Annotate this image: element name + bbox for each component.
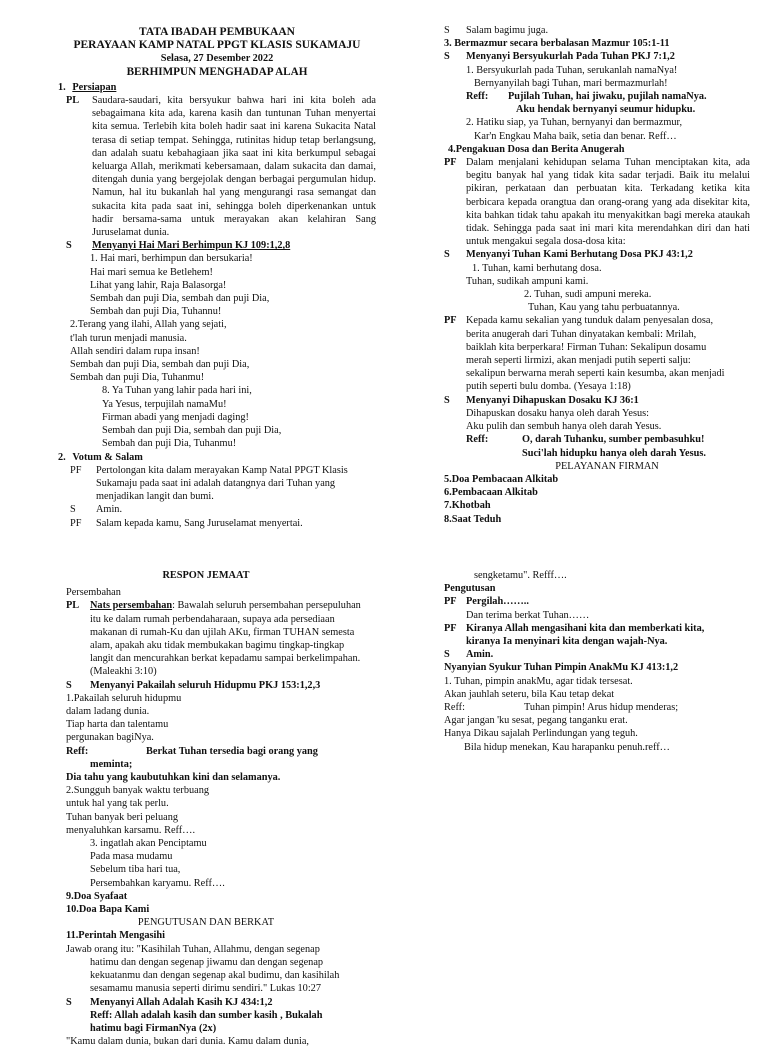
lyric-line: Tuhan banyak beri peluang [66, 811, 179, 823]
song-verse-1 [444, 64, 750, 90]
list-item: 5.Doa Pembacaan Alkitab [444, 473, 559, 485]
pf-row [444, 595, 750, 608]
subtitle: PERAYAAN KAMP NATAL PPGT KLASIS SUKAMAJU [73, 39, 361, 52]
list-item: 6.Pembacaan Alkitab [444, 487, 538, 499]
speaker-tag: S [444, 394, 450, 406]
text-line: Jawab orang itu: "Kasihilah Tuhan, Allahmu, dengan segenap [66, 943, 320, 955]
lyric-line: Sembah dan puji Dia, sembah dan puji Dia, [90, 293, 270, 305]
leader-block [66, 94, 376, 239]
speaker-tag: PF [444, 315, 457, 327]
lyric-line: Persembahkan karyamu. Reff…. [90, 877, 225, 889]
song-title-row [444, 50, 750, 63]
song-title: Menyanyi Hai Mari Berhimpun KJ 109:1,2,8 [92, 240, 291, 252]
absolution-line: berita anugerah dari Tuhan dinyatakan kembali: Mrilah, [466, 328, 697, 340]
section-4: 4.Pengakuan Dosa dan Berita Anugerah [448, 143, 625, 155]
section-votum [58, 451, 376, 464]
song-verse-2 [66, 784, 366, 837]
song-title-row [66, 996, 366, 1009]
lyric-line: Lihat yang lahir, Raja Balasorga! [90, 279, 227, 291]
lyric-line: "Kamu dalam dunia, bukan dari dunia. Kamu dalam dunia, [66, 1036, 309, 1048]
speaker-tag: S [70, 504, 76, 516]
lyric-line: Pada masa mudamu [90, 851, 173, 863]
speaker-tag: S [444, 249, 450, 261]
lyric-line: Sembah dan puji Dia, sembah dan puji Dia, [102, 425, 282, 437]
lyric-line: Tuhan, sudikah ampuni kami. [466, 275, 589, 287]
song-title-row [444, 394, 750, 407]
lyric-line: Sembah dan puji Dia, sembah dan puji Dia, [70, 359, 250, 371]
lyric-line: Akan jauhlah seteru, bila Kau tetap dekat [444, 688, 615, 700]
lyric-line: 2. Hatiku siap, ya Tuhan, bernyanyi dan bermazmur, [466, 117, 683, 129]
reff-tag: Reff: [66, 745, 89, 757]
persembahan-label: Persembahan [66, 587, 121, 599]
lyric-line: Bila hidup menekan, Kau harapanku penuh.reff… [464, 741, 670, 753]
lyric-line: Aku pulih dan sembuh hanya oleh darah Yesus. [466, 421, 662, 433]
speaker-tag: S [66, 996, 72, 1008]
lyric-line: 8. Ya Tuhan yang lahir pada hari ini, [102, 385, 252, 397]
reff-line: Tuhan pimpin! Arus hidup menderas; [524, 702, 679, 714]
offering-block [66, 599, 366, 678]
response-text: Amin. [466, 649, 494, 661]
reff-block [444, 90, 750, 116]
lyric-line: Bernyanyilah bagi Tuhan, mari bermazmurlah! [474, 77, 668, 89]
lyric-line: Sebelum tiba hari tua, [90, 864, 181, 876]
absolution-line: baiklah kita berperkara! Firman Tuhan: Sekalipun dosamu [466, 341, 707, 353]
lyric-line: 1. Hai mari, berhimpun dan bersukaria! [90, 253, 253, 265]
song-title: Menyanyi Allah Adalah Kasih KJ 434:1,2 [90, 996, 273, 1008]
lyric-line: Agar jangan 'ku sesat, pegang tanganku erat. [444, 715, 628, 727]
nats-text: : Bawalah seluruh persembahan persepuluhan itu ke dalam rumah perbendaharaan, supaya ada persediaan makanan di rumah-Ku dan ujilah AKu, firman TUHAN semesta alam, apakah aku tidak membukakan bagimu tingkap-tingkap langit dan mencurahkan berkat kepadamu sampai berkelimpahan. (Maleakhi 3:10) [90, 600, 361, 678]
song-verse-3 [66, 837, 366, 890]
sending-text: Pergilah…….. [466, 596, 529, 608]
pf-block [444, 156, 750, 248]
lyric-line: Ya Yesus, terpujilah namaMu! [102, 398, 227, 410]
speaker-tag: PF [70, 464, 82, 476]
blessing-line: Kiranya Allah mengasihani kita dan memberkati kita, [466, 622, 705, 634]
response-amin [70, 503, 376, 516]
reff-line: Suci'lah hidupku hanya oleh darah Yesus. [522, 447, 706, 459]
salam-text: Salam kepada kamu, Sang Juruselamat menyertai. [96, 517, 303, 529]
response-text: Salam bagimu juga. [466, 25, 549, 36]
lyric-line: 1.Pakailah seluruh hidupmu [66, 692, 182, 704]
sending-section [444, 569, 750, 754]
reff-block [444, 433, 750, 459]
lyric-line: Kar'n Engkau Maha baik, setia dan benar. Reff… [474, 130, 677, 142]
song-title: Menyanyi Dihapuskan Dosaku KJ 36:1 [466, 394, 639, 406]
speaker-tag: S [444, 649, 450, 661]
speaker-tag: S [444, 25, 450, 36]
reff-line: meminta; [90, 758, 133, 770]
lyric-line: 2. Tuhan, sudi ampuni mereka. [524, 289, 652, 301]
blessing-block [444, 622, 750, 648]
reff-line: Reff: Allah adalah kasih dan sumber kasih , Bukalah [90, 1009, 323, 1021]
lyric-line: 1. Bersyukurlah pada Tuhan, serukanlah namaNya! [466, 64, 678, 76]
reff-tag: Reff: [466, 91, 489, 103]
section-label: Votum & Salam [72, 451, 143, 463]
song-verse-2 [58, 318, 376, 384]
firman-heading: PELAYANAN FIRMAN [555, 460, 659, 472]
song-title-row [444, 248, 750, 261]
absolution-line: putih seperti bulu domba. (Yesaya 1:18) [466, 381, 631, 393]
lyric-line: menyaluhkan karsamu. Reff…. [66, 824, 196, 836]
speaker-tag: PF [444, 157, 457, 169]
lyric-line: Sembah dan puji Dia, Tuhanmu! [70, 372, 205, 384]
song-title-row [66, 239, 376, 252]
lyric-line: 1. Tuhan, kami berhutang dosa. [472, 262, 602, 274]
reff-row [444, 701, 750, 714]
song-verse-1 [58, 252, 376, 318]
song-title: Nyanyian Syukur Tuhan Pimpin AnakMu KJ 413:1,2 [444, 662, 679, 674]
lyric-line: Dihapuskan dosaku hanya oleh darah Yesus: [466, 407, 650, 419]
text-line: sesamamu manusia seperti dirimu sendiri." Lukas 10:27 [90, 983, 321, 995]
reff-line: O, darah Tuhanku, sumber pembasuhku! [522, 434, 705, 446]
lyric-line: sengketamu". Refff…. [474, 570, 567, 581]
speaker-tag: PL [66, 95, 80, 107]
lyric-line: Tiap harta dan talentamu [66, 719, 169, 731]
section-heading: RESPON JEMAAT [162, 570, 250, 581]
reff-line: hatimu bagi FirmanNya (2x) [90, 1022, 217, 1034]
lyric-line: Firman abadi yang menjadi daging! [102, 411, 249, 423]
order-of-service-opening [58, 26, 376, 530]
text-line: hatimu dan dengan segenap jiwamu dan dengan segenap [90, 956, 324, 968]
votum-text: Pertolongan kita dalam merayakan Kamp Natal PPGT Klasis Sukamaju pada saat ini adalah datangnya dari Tuhan yang menjadikan langit dan bumi. [96, 464, 348, 503]
text-line: kekuatanmu dan dengan segenap akal budimu, dan kasihilah [90, 970, 340, 982]
reff-line: Pujilah Tuhan, hai jiwaku, pujilah namaNya. [508, 91, 707, 103]
section-number: 1. [58, 81, 66, 93]
section-heading: BERHIMPUN MENGHADAP ALAH [126, 65, 308, 78]
order-of-service-continued [444, 24, 750, 526]
lyric-line: dalam ladang dunia. [66, 706, 150, 718]
response-text: Amin. [96, 504, 123, 516]
sending-text: Dan terima berkat Tuhan…… [466, 609, 590, 621]
song-title: Menyanyi Bersyukurlah Pada Tuhan PKJ 7:1,2 [466, 51, 675, 63]
song-title-row [66, 679, 366, 692]
reff-line: Aku hendak bernyanyi seumur hidupku. [516, 104, 696, 116]
leader-text: Saudara-saudari, kita bersyukur bahwa hari ini kita boleh ada sebagaimana kita ada, karena kasih dan tuntunan Tuhan menyertai kita semua. Terlebih kita boleh hadir saat ini karena Sukacita Natal terasa di setiap tempat. Sehingga, rutinitas hidup tetap berlangsung, dan adalah suatu kebahagiaan jika saat ini kita berkumpul sebagai keluarga Allah, merikmati kebersamaan, dalam sukacita dan damai, ditengah dunia yang bergejolak dengan berbagai pergumulan hidup. Namun, hal itu bukanlah hal yang mengurangi rasa semangat dan sukacita kita pada saat ini, sehingga boleh diperkenankan untuk hadir bersama-sama untuk merayakan akan kelahiran Sang Juruselamat dunia. [92, 95, 376, 239]
response-amin [444, 648, 750, 661]
lyric-line: Hai mari semua ke Betlehem! [90, 266, 213, 278]
section-number: 2. [58, 451, 66, 463]
song-title: Menyanyi Pakailah seluruh Hidupmu PKJ 153:1,2,3 [90, 679, 321, 691]
list-item: 10.Doa Bapa Kami [66, 904, 150, 916]
lyric-line: Tuhan, Kau yang tahu perbuatannya. [528, 302, 680, 314]
list-item: 9.Doa Syafaat [66, 890, 128, 902]
votum-block [70, 464, 376, 504]
lyric-line: t'lah turun menjadi manusia. [70, 332, 187, 344]
song-verse-1 [66, 692, 366, 745]
reff-line: Berkat Tuhan tersedia bagi orang yang [146, 745, 318, 757]
lyric-line: 3. ingatlah akan Penciptamu [90, 838, 207, 850]
song-verse-8 [58, 384, 376, 450]
reff-tag: Reff: [444, 702, 465, 714]
pengutusan-label: Pengutusan [444, 583, 496, 595]
speaker-tag: PF [444, 622, 457, 634]
pf-absolution [444, 314, 750, 393]
salam-block [70, 517, 376, 530]
list-item: 7.Khotbah [444, 500, 491, 512]
confession-text: Dalam menjalani kehidupan selama Tuhan menciptakan kita, ada begitu banyak hal yang tidak kita sadar terjadi. Baik itu melalui pikiran, perkataan dan perbuatan kita. Terkadang ketika kita berbicara kepada orangtua dan orang-orang yang ada disekitar kita, kita bahkan tidak tahu apakah itu menyakitkan bagi mereka ataukah tidak. Sehingga pada saat ini mari kita merendahkan diri dan hati untuk mengakui segala dosa-dosa kita: [466, 157, 750, 248]
speaker-tag: PL [66, 600, 80, 612]
lyric-line: Hanya Dikau sajalah Perlindungan yang teguh. [444, 728, 638, 740]
title: TATA IBADAH PEMBUKAAN [139, 26, 295, 38]
lyric-line: pergunakan bagiNya. [66, 732, 154, 744]
lyric-line: 2.Sungguh banyak waktu terbuang [66, 785, 209, 797]
section-heading: PENGUTUSAN DAN BERKAT [137, 917, 275, 929]
response-section [66, 569, 366, 1048]
speaker-tag: S [66, 240, 72, 252]
nats-label: Nats persembahan [90, 600, 173, 612]
absolution-line: sekalipun berwarna merah seperti kain kesumba, akan menjadi [466, 368, 725, 380]
lyric-line: Sembah dan puji Dia, Tuhannu! [90, 306, 222, 318]
lyric-line: Sembah dan puji Dia, Tuhanmu! [102, 438, 237, 450]
song-verse-1 [444, 262, 750, 288]
speaker-tag: S [66, 679, 72, 691]
lyric-line: 2.Terang yang ilahi, Allah yang sejati, [70, 319, 227, 331]
reff-line: Dia tahu yang kaubutuhkan kini dan selamanya. [66, 772, 281, 784]
reff-block [66, 745, 366, 785]
commandment-text [66, 943, 366, 996]
section-label: Persiapan [72, 81, 117, 93]
section-persiapan [58, 81, 376, 94]
list-item: 11.Perintah Mengasihi [66, 930, 165, 942]
speaker-tag: PF [70, 517, 82, 529]
lyric-line: Allah sendiri dalam rupa insan! [70, 345, 200, 357]
date: Selasa, 27 Desember 2022 [160, 53, 274, 65]
absolution-line: merah seperti lirmizi, akan menjadi putih seperti salju: [466, 355, 691, 367]
salam-response [444, 24, 750, 37]
song-lines [444, 407, 750, 433]
list-item: 8.Saat Teduh [444, 513, 502, 525]
speaker-tag: PF [444, 596, 457, 608]
lyric-line: untuk hal yang tak perlu. [66, 798, 169, 810]
lyric-line: 1. Tuhan, pimpin anakMu, agar tidak tersesat. [444, 675, 633, 687]
blessing-line: kiranya Ia menyinari kita dengan wajah-Nya. [466, 636, 668, 648]
song-title: Menyanyi Tuhan Kami Berhutang Dosa PKJ 43:1,2 [466, 249, 693, 261]
song-verse-2 [444, 116, 750, 142]
song-verse-2 [444, 288, 750, 314]
reff-tag: Reff: [466, 434, 489, 446]
section-3: 3. Bermazmur secara berbalasan Mazmur 105:1-11 [444, 38, 670, 50]
absolution-line: Kepada kamu sekalian yang tunduk dalam penyesalan dosa, [466, 315, 714, 327]
speaker-tag: S [444, 51, 450, 63]
